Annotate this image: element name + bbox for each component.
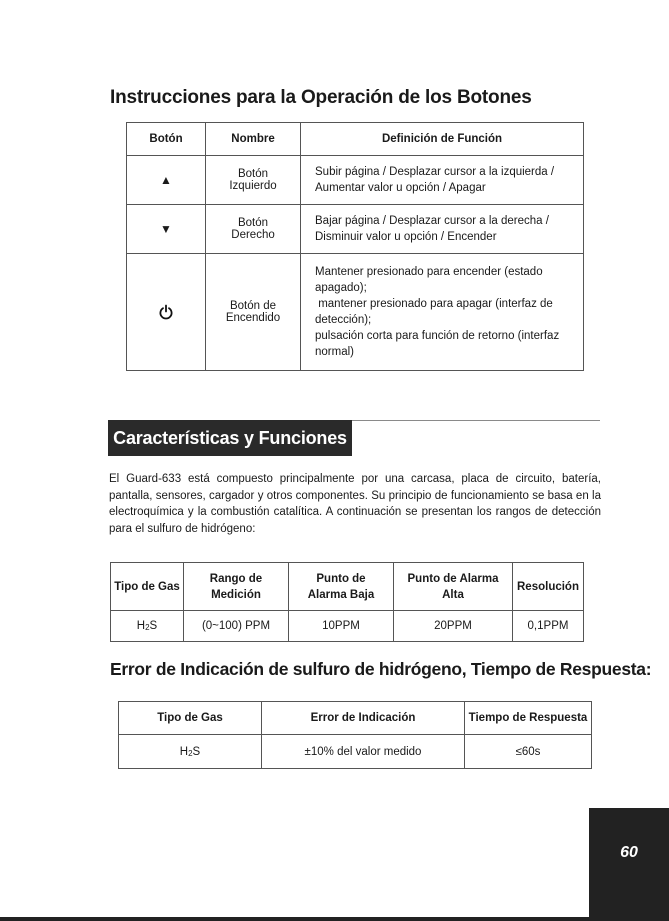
table-row [127, 254, 584, 371]
resolution: 0,1PPM [513, 611, 584, 642]
page-number: 60 [620, 844, 638, 861]
up-triangle-icon: ▲ [127, 156, 206, 205]
button-name: Botón Derecho [206, 205, 301, 254]
header-definition: Definición de Función [301, 123, 584, 156]
function-definition: Bajar página / Desplazar cursor a la derecha / Disminuir valor u opción / Encender [301, 205, 584, 254]
header-name: Nombre [206, 123, 301, 156]
down-triangle-icon: ▼ [127, 205, 206, 254]
table-header-row [111, 563, 584, 611]
table-row [127, 156, 584, 205]
table-row [127, 205, 584, 254]
header-gas-type: Tipo de Gas [119, 702, 262, 735]
section-banner-features: Características y Funciones [108, 420, 352, 456]
table-header-row [127, 123, 584, 156]
error-response-table [118, 701, 592, 769]
response-time: ≤60s [465, 735, 592, 769]
function-definition: Mantener presionado para encender (estado apagado); mantener presionado para apagar (interfaz de detección); pulsación corta para función de retorno (interfaz normal) [301, 254, 584, 371]
indication-error: ±10% del valor medido [262, 735, 465, 769]
table-header-row [119, 702, 592, 735]
gas-type: $H_2S$ [111, 611, 184, 642]
header-low-alarm: Punto de Alarma Baja [289, 563, 394, 611]
table-row [119, 735, 592, 769]
buttons-table [126, 122, 584, 371]
measurement-range: (0~100) PPM [184, 611, 289, 642]
header-button: Botón [127, 123, 206, 156]
high-alarm-point: 20PPM [394, 611, 513, 642]
button-name: Botón de Encendido [206, 254, 301, 371]
bottom-rule [0, 917, 669, 921]
header-resolution: Resolución [513, 563, 584, 611]
power-icon-cell [127, 254, 206, 371]
low-alarm-point: 10PPM [289, 611, 394, 642]
header-response-time: Tiempo de Respuesta [465, 702, 592, 735]
section-title-buttons: Instrucciones para la Operación de los Botones [110, 87, 532, 108]
power-icon [158, 304, 174, 320]
button-name: Botón Izquierdo [206, 156, 301, 205]
detection-ranges-table [110, 562, 584, 642]
header-gas-type: Tipo de Gas [111, 563, 184, 611]
gas-type: $H_2S$ [119, 735, 262, 769]
header-high-alarm: Punto de Alarma Alta [394, 563, 513, 611]
function-definition: Subir página / Desplazar cursor a la izquierda / Aumentar valor u opción / Apagar [301, 156, 584, 205]
table-row [111, 611, 584, 642]
header-indication-error: Error de Indicación [262, 702, 465, 735]
header-range: Rango de Medición [184, 563, 289, 611]
intro-paragraph: El Guard-633 está compuesto principalmente por una carcasa, placa de circuito, batería, pantalla, sensores, cargador y otros componentes. Su principio de funcionamiento se basa en la electroquímica y la combustión catalítica. A continuación se presentan los rangos de detección para el sulfuro de hidrógeno: [109, 473, 601, 535]
section-title-error: Error de Indicación de sulfuro de hidrógeno, Tiempo de Respuesta: [110, 659, 652, 679]
page-number-tab [589, 808, 669, 921]
